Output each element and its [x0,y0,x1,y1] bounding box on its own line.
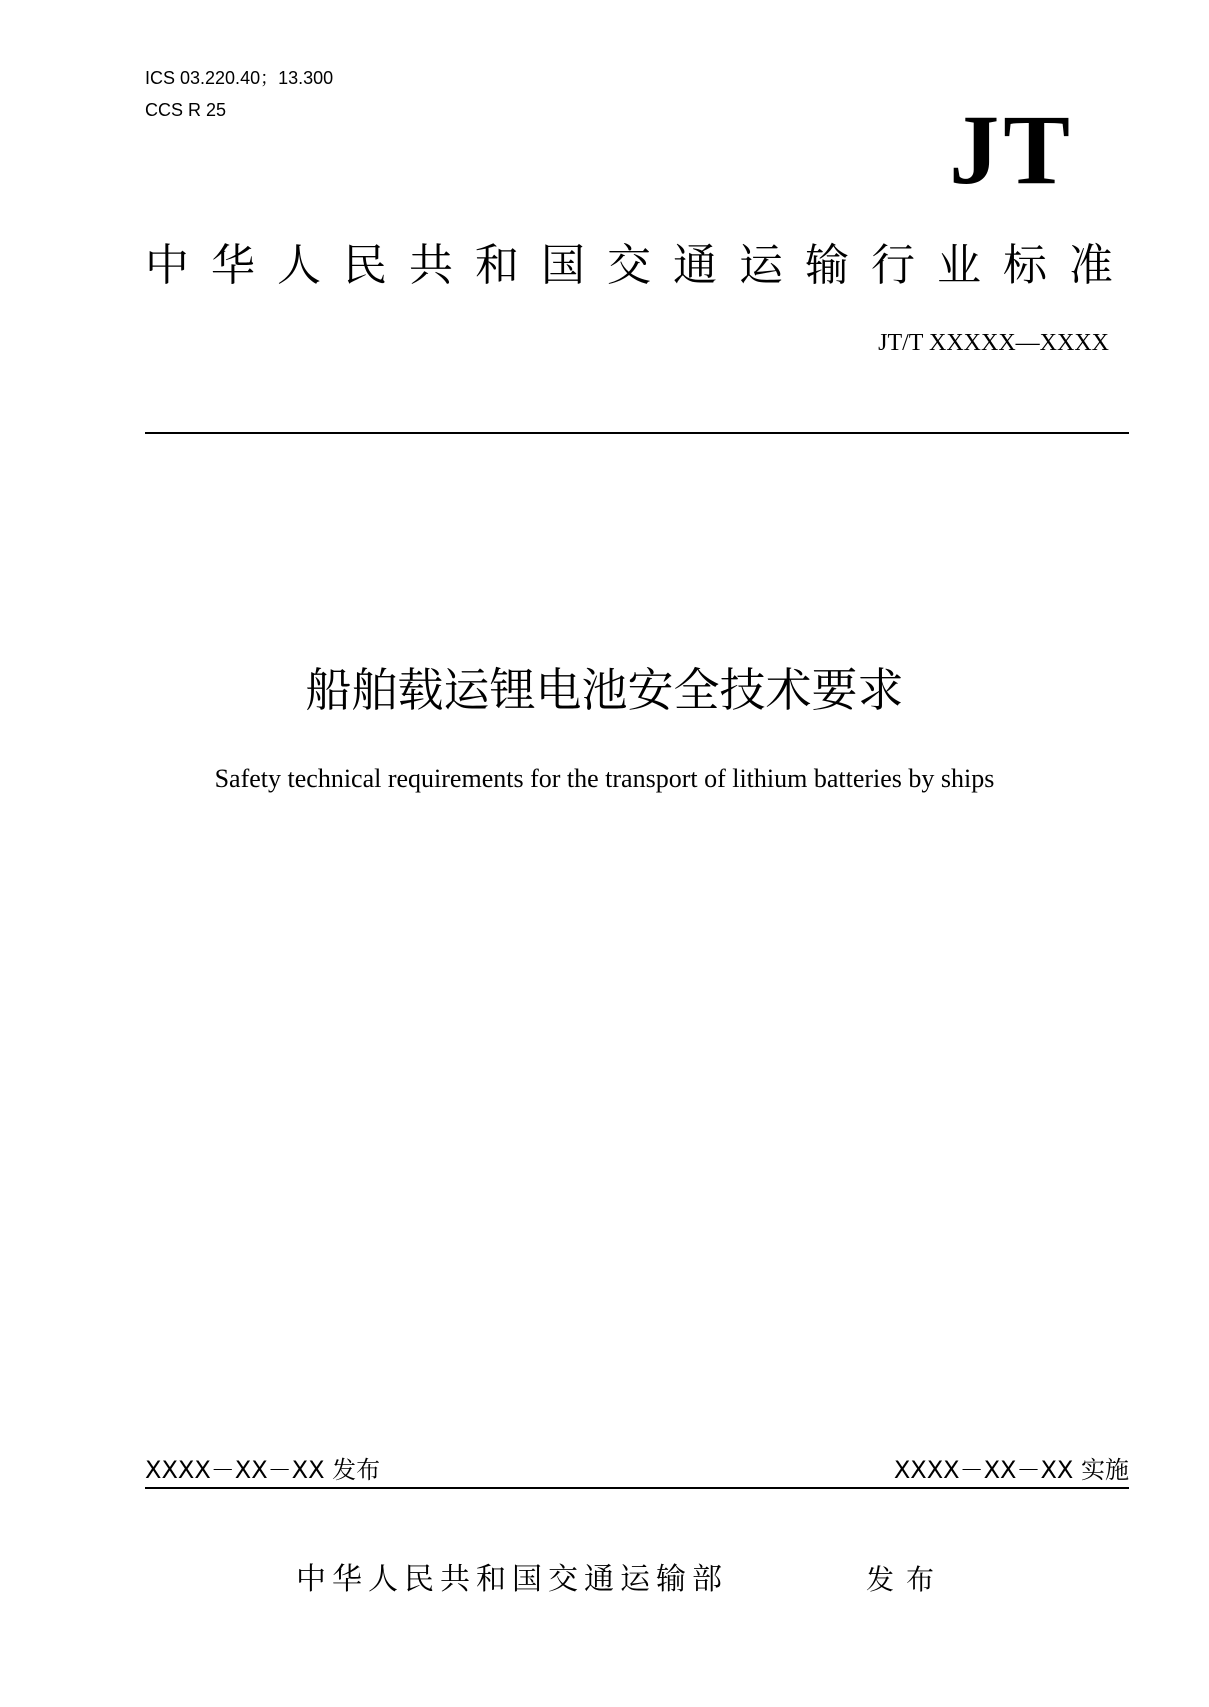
dates-row [145,1452,1129,1488]
ccs-code: CCS R 25 [145,100,227,120]
standard-code: JT/T XXXXX—XXXX [878,330,1109,356]
standard-type-heading: 中华人民共和国交通运输行业标准 [145,240,1135,291]
document-title-english: Safety technical requirements for the transport of lithium batteries by ships [214,764,995,793]
classification-block [145,62,333,126]
ics-code: ICS 03.220.40；13.300 [145,68,334,88]
implementation-date: XXXX－XX－XX 实施 [893,1456,1129,1484]
jt-logo: JT [949,94,1074,205]
issuing-authority: 中华人民共和国交通运输部 [296,1562,728,1597]
document-title-chinese: 船舶载运锂电池安全技术要求 [305,663,904,717]
bottom-divider [145,1487,1129,1489]
release-date: XXXX－XX－XX 发布 [145,1456,381,1484]
issue-label: 发布 [866,1563,947,1596]
top-divider [145,432,1129,434]
